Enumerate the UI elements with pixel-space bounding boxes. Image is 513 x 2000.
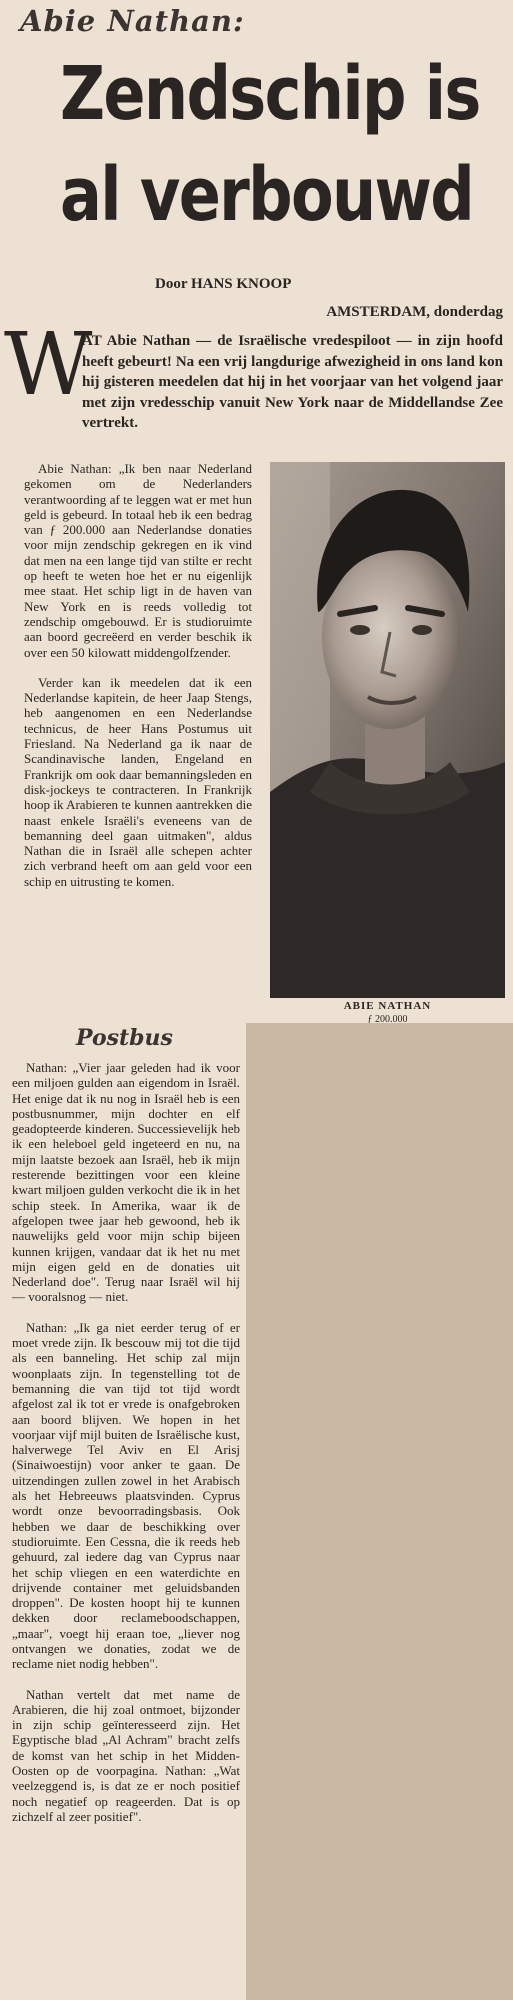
- paragraph: Verder kan ik meedelen dat ik een Nederlandse kapitein, de heer Jaap Stengs, heb aangenomen en een Nederlandse technicus, de heer Hans Postumus uit Friesland. Na Nederland ga ik naar de Scandinavische landen, Engeland en Frankrijk om ook daar bemanningsleden en disk-jockeys te contracteren. In Frankrijk hoop ik Arabieren te kunnen aantrekken die naast enkele Israëli's eveneens van de bemanning deel gaan uitmaken", aldus Nathan die in Israël alle schepen achter zich verbrand heeft om aan geld voor een schip en uitrusting te komen.: [24, 674, 252, 889]
- photo-caption: ABIE NATHAN: [343, 1000, 432, 1012]
- subhead: Postbus: [76, 1025, 173, 1051]
- portrait-illustration: [270, 462, 505, 998]
- headline-line-1: Zendschip is: [60, 51, 480, 137]
- drop-cap: W: [4, 315, 93, 415]
- column-top: [24, 461, 252, 889]
- paragraph: Nathan vertelt dat met name de Arabieren, die hij zoal ontmoet, bijzonder in zijn schip geïnteresseerd zijn. Het Egyptische blad „Al Achram" bracht zelfs de komst van het schip in het Midden-Oosten op de voorpagina. Nathan: „Wat veelzeggend is, is dat ze er noch positief noch negatief op reageerden. Dat is op zichzelf al zeer positief".: [12, 1686, 240, 1824]
- lede-paragraph: AT Abie Nathan — de Israëlische vredespiloot — in zijn hoofd heeft gebeurt! Na een vrij langdurige afwezigheid in ons land kon hij gisteren meedelen dat hij in het voorjaar van het volgend jaar met zijn vredesschip vanuit New York naar de Middellandse Zee vertrekt.: [82, 333, 503, 431]
- column-bottom: [12, 1060, 240, 1824]
- kicker: Abie Nathan:: [20, 4, 245, 38]
- headline-line-2: al verbouwd: [60, 152, 474, 238]
- dateline: AMSTERDAM, donderdag: [326, 304, 503, 320]
- portrait-photo: [270, 462, 505, 998]
- paragraph: Nathan: „Ik ga niet eerder terug of er moet vrede zijn. Ik bescouw mij tot die tijd als een banneling. Het schip zal mijn woonplaats zijn. In tegenstelling tot de bemanning die van tijd tot tijd wordt afgelost zal ik tot er vrede is onafgebroken aan boord blijven. We hopen in het voorjaar vijf mijl buiten de Israëlische kust, halverwege Tel Aviv en El Arisj (Sinaiwoestijn) voor anker te gaan. De uitzendingen zullen zowel in het Arabisch als het Hebreeuws plaatsvinden. Cyprus wordt onze bevoorradingsbasis. Ook hebben we daar de beschikking over studioruimte. Een Cessna, die ik reeds heb gehuurd, zal iedere dag van Cyprus naar het schip vliegen en een waterdichte en drijvende container met geluidsbanden droppen". De kosten hoopt hij te kunnen dekken door reclameboodschappen, „maar", voegt hij eraan toe, „liever nog ontvangen we donaties, zodat we de reclame niet nodig hebben".: [12, 1319, 240, 1672]
- paragraph: Nathan: „Vier jaar geleden had ik voor een miljoen gulden aan eigendom in Israël. Het enige dat ik nu nog in Israël heb is een postbusnummer, mijn dochter en elf geadopteerde kinderen. Successievelijk heb ik een heleboel geld ingeteerd en nu, na mijn laatste bezoek aan Israël, heb ik mijn resterende bezittingen voor een kleine kwart miljoen gulden verkocht die ik in het schip steek. In Amerika, waar ik de afgelopen twee jaar heb gewoond, heb ik nauwelijks geld voor mijn schip bijeen kunnen krijgen, vandaar dat ik het nu met mijn eigen geld en de donaties uit Nederland doe". Terug naar Israël wil hij — vooralsnog — niet.: [12, 1060, 240, 1305]
- headline: [60, 44, 480, 246]
- byline: Door HANS KNOOP: [155, 276, 292, 292]
- photo-caption-sub: ƒ 200.000: [367, 1014, 408, 1023]
- paragraph: Abie Nathan: „Ik ben naar Nederland gekomen om de Nederlanders verantwoording af te leggen wat er met hun geld is gebeurd. In totaal heb ik een bedrag van ƒ 200.000 aan Nederlandse donaties voor mijn zendschip gekregen en ik vind dat men na een lange tijd van stilte er recht op heeft te weten hoe het er nu eigenlijk mee staat. Het schip ligt in de haven van New York en is reeds volledig tot zendschip omgebouwd. Er is studioruimte aan boord gecreëerd en verder beschik ik over een 50 kilowatt middengolfzender.: [24, 461, 252, 660]
